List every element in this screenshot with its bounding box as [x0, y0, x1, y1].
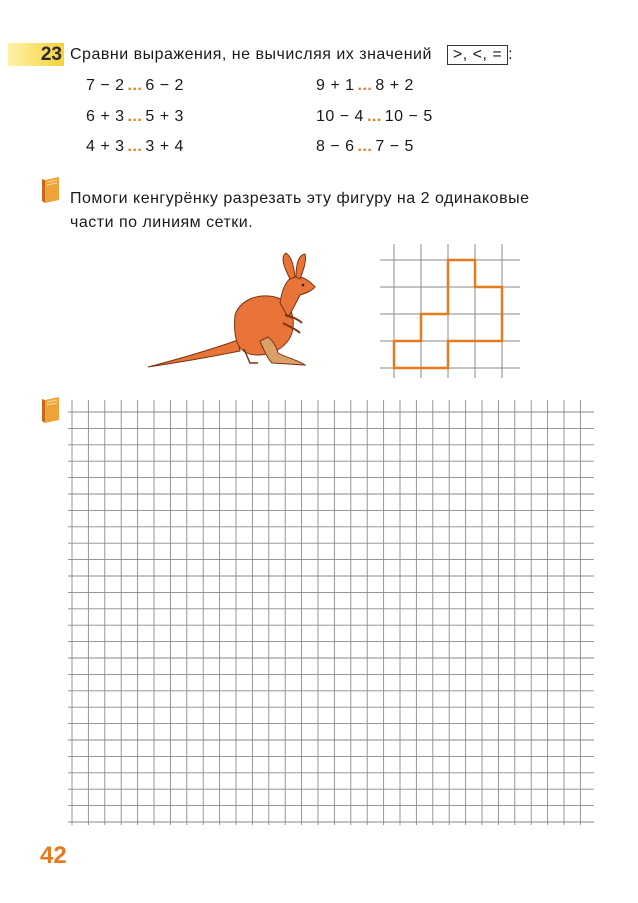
- compare-blank[interactable]: ...: [127, 138, 143, 155]
- expression-right: 10 − 5: [384, 108, 433, 125]
- expression-left: 9 + 1: [316, 77, 355, 94]
- expression-row: [316, 138, 414, 156]
- expression-left: 10 − 4: [316, 108, 364, 125]
- expression-right: 3 + 4: [145, 138, 184, 155]
- work-grid-lines: [68, 400, 594, 825]
- work-grid[interactable]: [68, 400, 594, 825]
- expression-left: 6 + 3: [86, 108, 125, 125]
- kangaroo-illustration: [140, 245, 325, 375]
- compare-blank[interactable]: ...: [357, 138, 373, 155]
- expression-right: 5 + 3: [145, 108, 184, 125]
- expression-left: 4 + 3: [86, 138, 125, 155]
- figure-grid-lines: [380, 244, 520, 378]
- expression-right: 6 − 2: [145, 77, 184, 94]
- expression-row: [316, 77, 414, 95]
- task-number-badge: 23: [8, 43, 64, 66]
- compare-blank[interactable]: ...: [366, 108, 382, 125]
- expression-right: 8 + 2: [375, 77, 414, 94]
- expression-left: 7 − 2: [86, 77, 125, 94]
- compare-blank[interactable]: ...: [357, 77, 373, 94]
- book-icon: [41, 176, 63, 204]
- compare-blank[interactable]: ...: [127, 77, 143, 94]
- kangaroo-task-line2: части по линиям сетки.: [70, 214, 254, 231]
- expression-row: [86, 77, 184, 95]
- book-icon: [41, 396, 63, 424]
- page-number: 42: [40, 842, 67, 869]
- expression-row: [316, 108, 433, 126]
- figure-grid: [380, 244, 520, 378]
- expression-row: [86, 138, 184, 156]
- comparison-signs-box: >, <, =: [447, 45, 508, 65]
- expression-left: 8 − 6: [316, 138, 355, 155]
- task-23-instruction-text: Сравни выражения, не вычисляя их значений: [70, 46, 432, 63]
- task-23-instruction: [70, 45, 513, 65]
- kangaroo-task-line1: Помоги кенгурёнку разрезать эту фигуру на 2 одинаковые: [70, 190, 530, 207]
- instruction-colon: :: [508, 46, 514, 63]
- expression-row: [86, 108, 184, 126]
- compare-blank[interactable]: ...: [127, 108, 143, 125]
- expression-right: 7 − 5: [375, 138, 414, 155]
